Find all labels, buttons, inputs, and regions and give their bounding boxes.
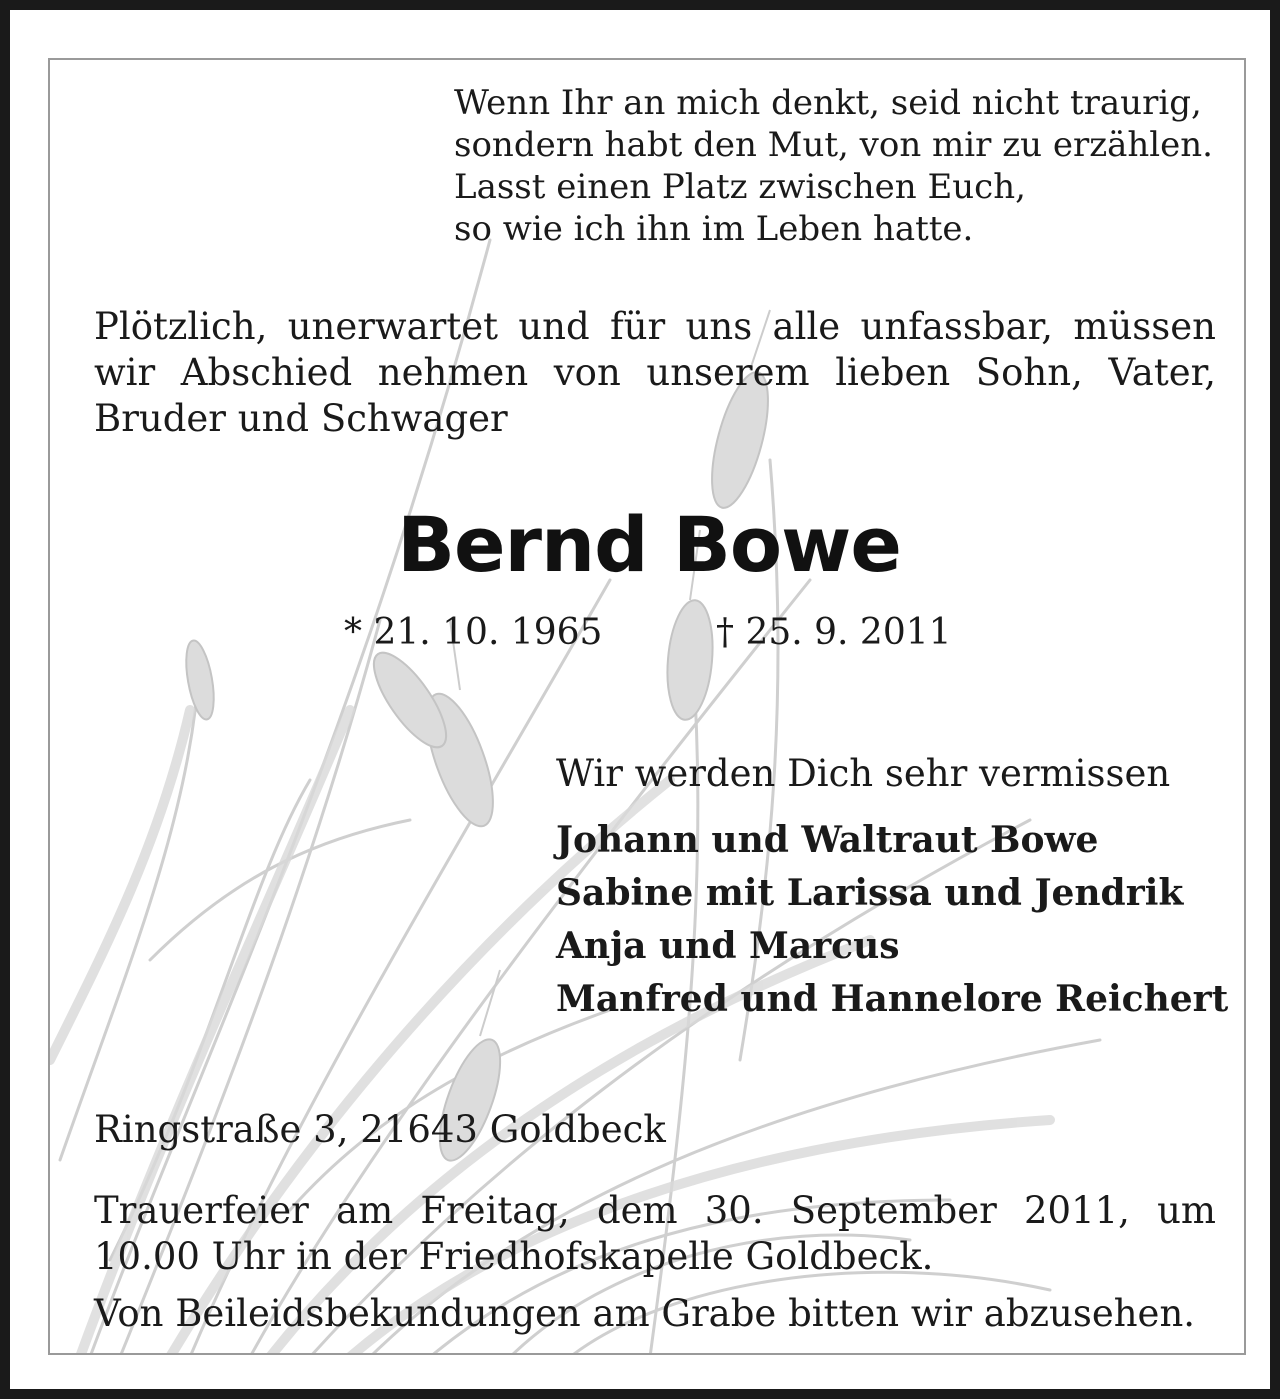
obituary-card [48,58,1246,1355]
funeral-service-info [94,1188,1216,1280]
mourners-list [556,814,1228,1026]
announcement-text [94,304,1216,442]
deceased-name: Bernd Bowe [397,500,901,589]
service-line: Trauerfeier am Freitag, dem 30. September 2011, um [94,1189,1216,1232]
poem-line: sondern habt den Mut, von mir zu erzählen. [454,125,1213,165]
mourner-name: Johann und Waltraut Bowe [556,819,1099,861]
poem-line: Wenn Ihr an mich denkt, seid nicht traurig, [454,83,1202,123]
birth-date: * 21. 10. 1965 [344,612,603,653]
mourner-name: Anja und Marcus [556,925,900,967]
announcement-line: wir Abschied nehmen von unserem lieben Sohn, Vater, [94,351,1216,394]
poem-verse [454,82,1213,250]
address: Ringstraße 3, 21643 Goldbeck [94,1108,666,1151]
wheat-grass-illustration [50,60,1246,1355]
mourner-name: Manfred und Hannelore Reichert [556,978,1229,1020]
announcement-line: Plötzlich, unerwartet und für uns alle unfassbar, müssen [94,305,1216,348]
death-date: † 25. 9. 2011 [716,612,952,653]
poem-line: so wie ich ihn im Leben hatte. [454,209,974,249]
mourner-name: Sabine mit Larissa und Jendrik [556,872,1184,914]
condolence-note: Von Beileidsbekundungen am Grabe bitten wir abzusehen. [94,1292,1196,1335]
mourners-intro: Wir werden Dich sehr vermissen [556,752,1171,795]
poem-line: Lasst einen Platz zwischen Euch, [454,167,1026,207]
service-line: 10.00 Uhr in der Friedhofskapelle Goldbeck. [94,1235,934,1278]
announcement-line: Bruder und Schwager [94,397,508,440]
